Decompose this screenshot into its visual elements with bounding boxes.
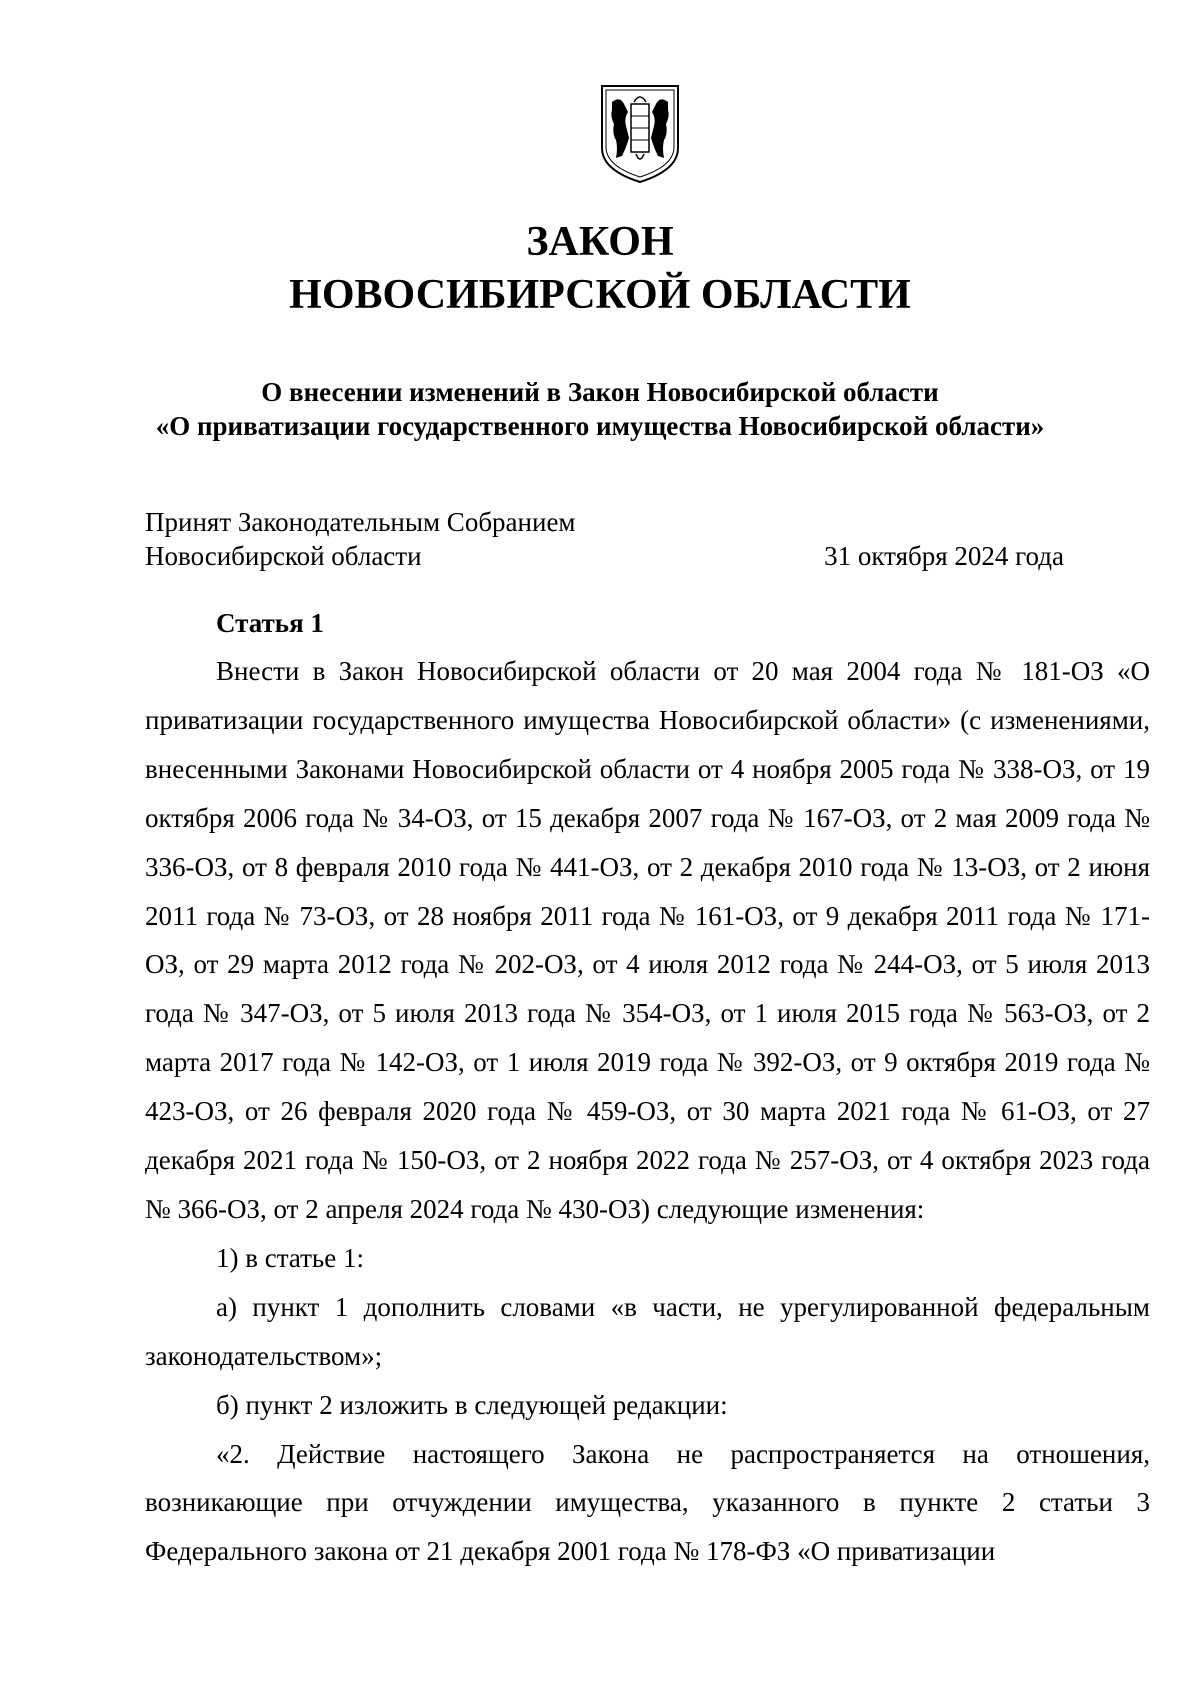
- coat-of-arms-icon: [598, 82, 682, 186]
- adoption-date: 31 октября 2024 года: [824, 541, 1064, 571]
- paragraph: а) пункт 1 дополнить словами «в части, не урегулированной федеральным законодательством»;: [145, 1291, 1150, 1371]
- paragraph: б) пункт 2 изложить в следующей редакции:: [216, 1389, 728, 1420]
- article-heading: Статья 1: [216, 608, 324, 638]
- paragraph: «2. Действие настоящего Закона не распространяется на отношения, возникающие при отчуждении имущества, указанного в пункте 2 статьи 3 Федерального закона от 21 декабря 2001 года № 178-ФЗ «О приватизации: [145, 1438, 1150, 1567]
- law-title: ЗАКОН: [526, 219, 674, 265]
- article-body: [145, 647, 1150, 1576]
- adoption-body-line1: Принят Законодательным Собранием: [145, 507, 576, 537]
- paragraph: 1) в статье 1:: [216, 1242, 364, 1273]
- law-subject-line2: «О приватизации государственного имущества Новосибирской области»: [155, 411, 1045, 441]
- adoption-body-line2: Новосибирской области: [145, 541, 422, 571]
- paragraph: Внести в Закон Новосибирской области от 20 мая 2004 года № 181-ОЗ «О приватизации государственного имущества Новосибирской области» (с изменениями, внесенными Законами Новосибирской области от 4 ноября 2005 года № 338-ОЗ, от 19 октября 2006 года № 34-ОЗ, от 15 декабря 2007 года № 167-ОЗ, от 2 мая 2009 года № 336-ОЗ, от 8 февраля 2010 года № 441-ОЗ, от 2 декабря 2010 года № 13-ОЗ, от 2 июня 2011 года № 73-ОЗ, от 28 ноября 2011 года № 161-ОЗ, от 9 декабря 2011 года № 171-ОЗ, от 29 марта 2012 года № 202-ОЗ, от 4 июля 2012 года № 244-ОЗ, от 5 июля 2013 года № 347-ОЗ, от 5 июля 2013 года № 354-ОЗ, от 1 июля 2015 года № 563-ОЗ, от 2 марта 2017 года № 142-ОЗ, от 1 июля 2019 года № 392-ОЗ, от 9 октября 2019 года № 423-ОЗ, от 26 февраля 2020 года № 459-ОЗ, от 30 марта 2021 года № 61-ОЗ, от 27 декабря 2021 года № 150-ОЗ, от 2 ноября 2022 года № 257-ОЗ, от 4 октября 2023 года № 366-ОЗ, от 2 апреля 2024 года № 430-ОЗ) следующие изменения:: [145, 656, 1150, 1224]
- law-subject-line1: О внесении изменений в Закон Новосибирской области: [261, 377, 939, 407]
- law-region: НОВОСИБИРСКОЙ ОБЛАСТИ: [289, 272, 911, 318]
